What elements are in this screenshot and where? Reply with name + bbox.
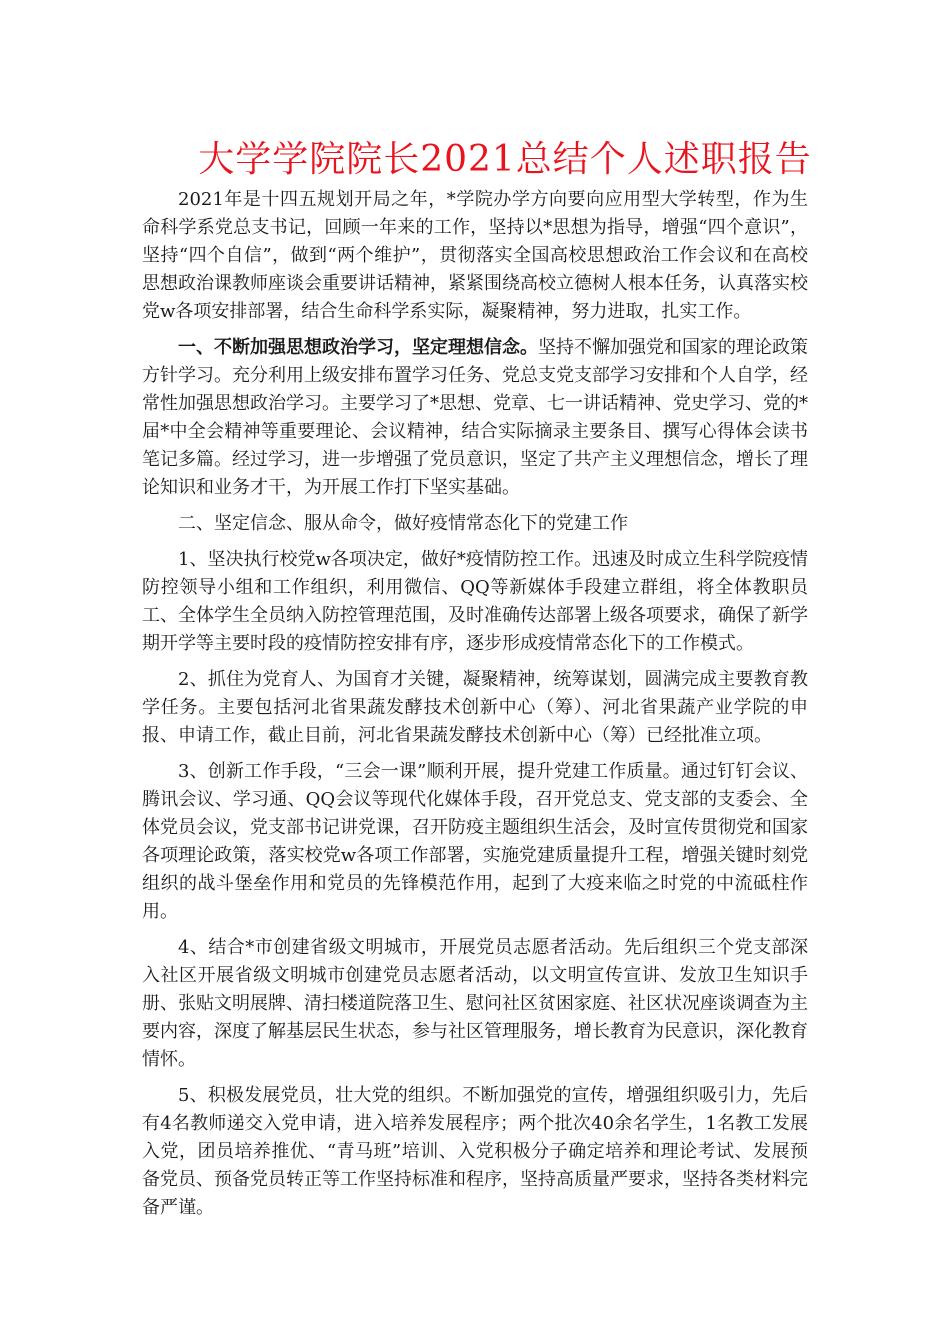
item-4-paragraph: 4、结合*市创建省级文明城市，开展党员志愿者活动。先后组织三个党支部深入社区开展省级文明城市创建党员志愿者活动，以文明宣传宣讲、发放卫生知识手册、张贴文明展牌、清扫楼道院落卫生、慰问社区贫困家庭、社区状况座谈调查为主要内容，深度了解基层民生状态，参与社区管理服务，增长教育为民意识，深化教育情怀。	[142, 937, 808, 1070]
item-3-paragraph: 3、创新工作手段，“三会一课”顺利开展，提升党建工作质量。通过钉钉会议、腾讯会议、学习通、QQ会议等现代化媒体手段，召开党总支、党支部的支委会、全体党员会议，党支部书记讲党课，召开防疫主题组织生活会，及时宣传贯彻党和国家各项理论政策，落实校党w各项工作部署，实施党建质量提升工程，增强关键时刻党组织的战斗堡垒作用和党员的先锋模范作用，起到了大疫来临之时党的中流砥柱作用。	[142, 761, 808, 922]
intro-paragraph: 2021年是十四五规划开局之年，*学院办学方向要向应用型大学转型，作为生命科学系党总支书记，回顾一年来的工作，坚持以*思想为指导，增强“四个意识”，坚持“四个自信”，做到“两个维护”，贯彻落实全国高校思想政治工作会议和在高校思想政治课教师座谈会重要讲话精神，紧紧围绕高校立德树人根本任务，认真落实校党w各项安排部署，结合生命科学系实际，凝聚精神，努力进取，扎实工作。	[142, 189, 808, 322]
section-one-text: 坚持不懈加强党和国家的理论政策方针学习。充分利用上级安排布置学习任务、党总支党支部学习安排和个人自学，经常性加强思想政治学习。主要学习了*思想、党章、七一讲话精神、党史学习、党的*届*中全会精神等重要理论、会议精神，结合实际摘录主要条目、撰写心得体会读书笔记多篇。经过学习，进一步增强了党员意识，坚定了共产主义理想信念，增长了理论知识和业务才干，为开展工作打下坚实基础。	[142, 337, 808, 498]
document-title: 大学学院院长2021总结个人述职报告	[198, 139, 812, 180]
section-two-heading: 二、坚定信念、服从命令，做好疫情常态化下的党建工作	[178, 513, 628, 534]
item-5-paragraph: 5、积极发展党员，壮大党的组织。不断加强党的宣传，增强组织吸引力，先后有4名教师递交入党申请，进入培养发展程序；两个批次40余名学生，1名教工发展入党，团员培养推优、“青马班”培训、入党积极分子确定培养和理论考试、发展预备党员、预备党员转正等工作坚持标准和程序，坚持高质量严要求，坚持各类材料完备严谨。	[142, 1085, 808, 1218]
item-2-paragraph: 2、抓住为党育人、为国育才关键，凝聚精神，统筹谋划，圆满完成主要教育教学任务。主要包括河北省果蔬发酵技术创新中心（筹）、河北省果蔬产业学院的申报、申请工作，截止目前，河北省果蔬发酵技术创新中心（筹）已经批准立项。	[142, 669, 808, 746]
document-body	[142, 186, 808, 1230]
section-one-paragraph	[142, 334, 808, 502]
item-1-paragraph: 1、坚决执行校党w各项决定，做好*疫情防控工作。迅速及时成立生科学院疫情防控领导小组和工作组织，利用微信、QQ等新媒体手段建立群组，将全体教职员工、全体学生全员纳入防控管理范围，及时准确传达部署上级各项要求，确保了新学期开学等主要时段的疫情防控安排有序，逐步形成疫情常态化下的工作模式。	[142, 549, 808, 654]
section-one-heading: 一、不断加强思想政治学习，坚定理想信念。	[178, 337, 538, 358]
